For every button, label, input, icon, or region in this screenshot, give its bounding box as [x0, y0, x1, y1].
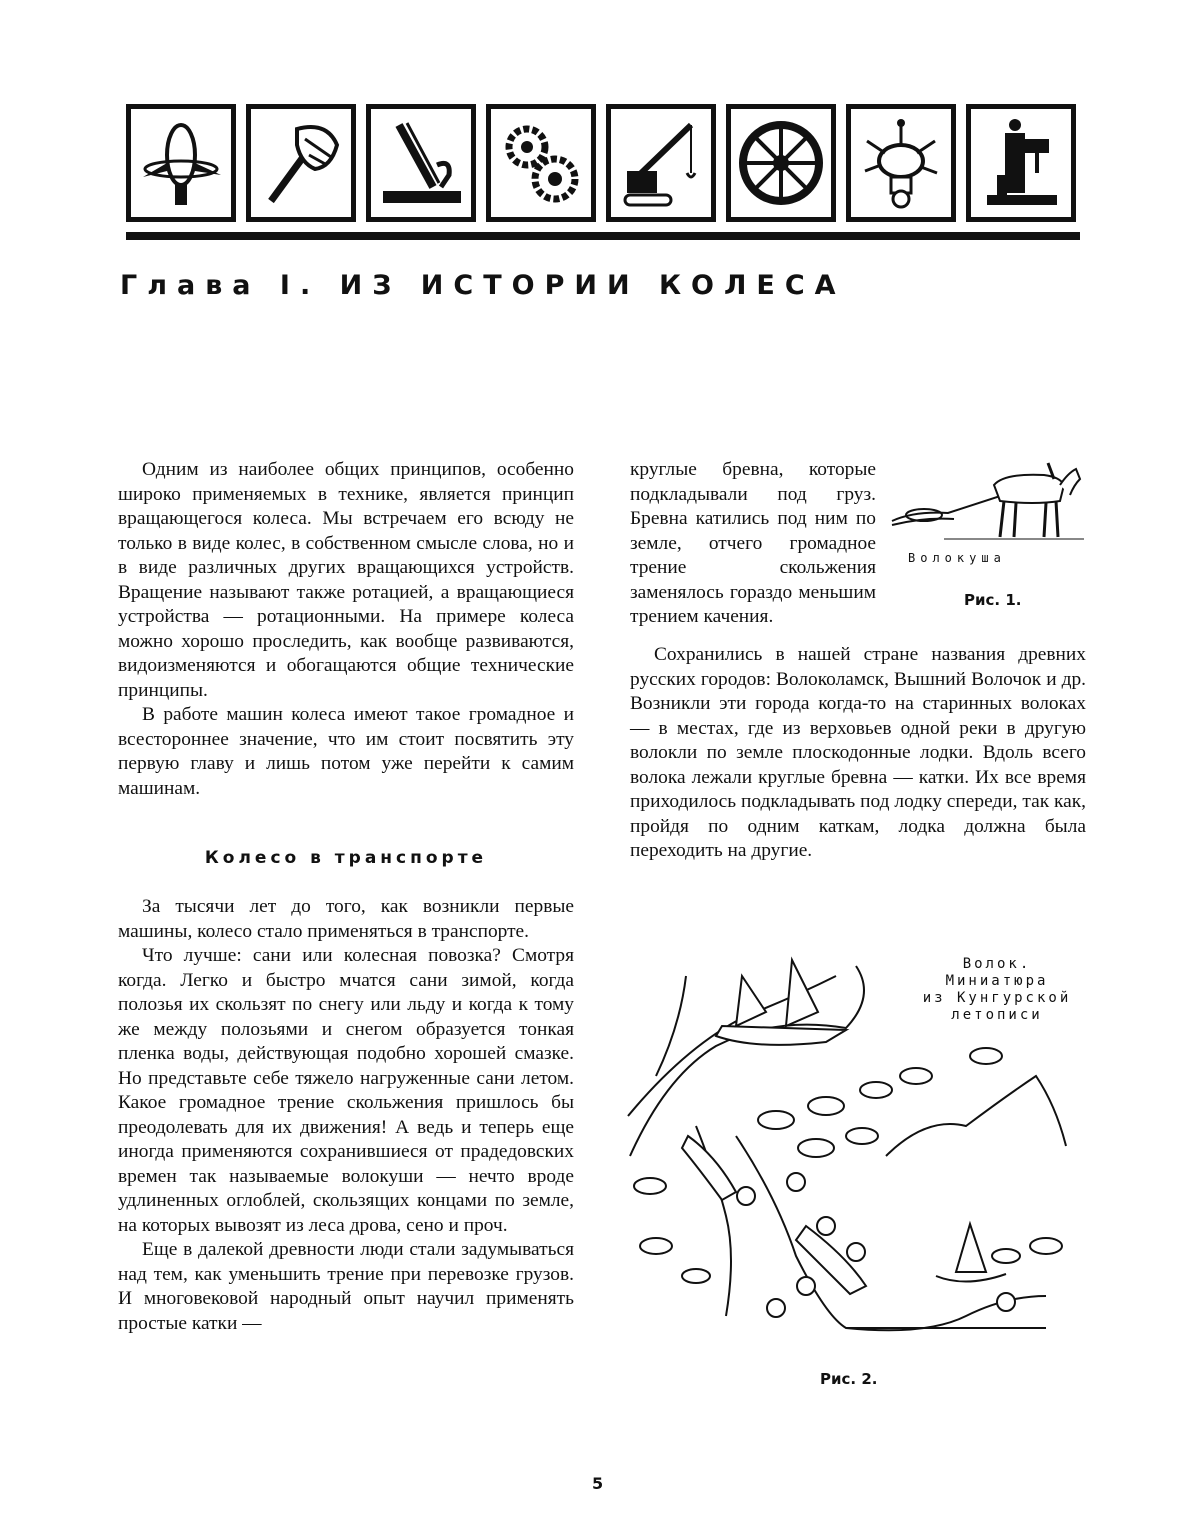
horse-drag-illustration [884, 455, 1084, 565]
hand-label-line: летописи [912, 1007, 1082, 1024]
satellite-icon [846, 104, 956, 222]
paragraph: В работе машин колеса имеют такое громадное и всестороннее значение, что им стоит посвятить эту первую главу и лишь потом уже перейти к самим машинам. [118, 703, 574, 801]
chapter-title: Глава I. ИЗ ИСТОРИИ КОЛЕСА [120, 270, 1090, 310]
right-column-top [630, 458, 876, 630]
header-icon-strip [126, 104, 1080, 228]
page-number: 5 [592, 1474, 603, 1493]
figure-2-hand-label [912, 956, 1082, 1024]
press-machine-icon [966, 104, 1076, 222]
right-column-middle [630, 643, 1086, 864]
left-column-bottom [118, 895, 574, 1336]
paragraph: Что лучше: сани или колесная повозка? Смотря когда. Легко и быстро мчатся сани зимой, когда полозья их скользят по снегу или льду и когда к тому же между полозьями и снегом образуется тонкая пленка воды, действующая подобно хорошей смазке. Но представьте себе тяжело нагруженные сани летом. Какое громадное трение скольжения пришлось бы преодолевать для их движения! А ведь и теперь еще иногда применяются сохранившиеся от прадедовских времен так называемые волокуши — нечто вроде удлиненных оглоблей, скользящих концами по земле, на которых вывозят из леса дрова, сено и проч. [118, 944, 574, 1238]
paragraph: Сохранились в нашей стране названия древних русских городов: Волоколамск, Вышний Волочок и др. Возникли эти города когда-то на старинных волоках — в местах, где из верховьев одной реки в другую волокли по земле плоскодонные лодки. Вдоль всего волока лежали круглые бревна — катки. Их все время приходилось подкладывать под лодку спереди, так как, пройдя по одним каткам, лодка должна была переходить на другие. [630, 643, 1086, 864]
figure-1-caption: Рис. 1. [964, 591, 1021, 609]
figure-1 [884, 455, 1084, 615]
section-heading: Колесо в транспорте [118, 848, 574, 868]
wheel-icon [726, 104, 836, 222]
propeller-icon [126, 104, 236, 222]
hand-label-line: из Кунгурской [912, 990, 1082, 1007]
hammer-icon [246, 104, 356, 222]
figure-2 [626, 956, 1088, 1356]
header-rule [126, 232, 1080, 240]
paragraph: Еще в далекой древности люди стали задумываться над тем, как уменьшить трение при перевозке грузов. И многовековой народный опыт научил применять простые катки — [118, 1238, 574, 1336]
crane-icon [606, 104, 716, 222]
gears-icon [486, 104, 596, 222]
left-column-top [118, 458, 574, 801]
paragraph: За тысячи лет до того, как возникли первые машины, колесо стало применяться в транспорте. [118, 895, 574, 944]
paragraph: круглые бревна, которые подкладывали под груз. Бревна катились под ним по земле, отчего громадное трение скольжения заменялось гораздо меньшим трением качения. [630, 458, 876, 630]
paragraph: Одним из наиболее общих принципов, особенно широко применяемых в технике, является принцип вращающегося колеса. Мы встречаем его всюду не только в виде колес, в собственном смысле слова, но и в виде различных других вращающихся устройств. Вращение называют также ротацией, а вращающиеся устройства — ротационными. На примере колеса можно хорошо проследить, как вообще развиваются, видоизменяются и обогащаются общие технические принципы. [118, 458, 574, 703]
figure-1-hand-label: Волокуша [908, 551, 1006, 565]
hand-label-line: Миниатюра [912, 973, 1082, 990]
machine-tool-icon [366, 104, 476, 222]
hand-label-line: Волок. [912, 956, 1082, 973]
figure-2-caption: Рис. 2. [820, 1370, 877, 1388]
